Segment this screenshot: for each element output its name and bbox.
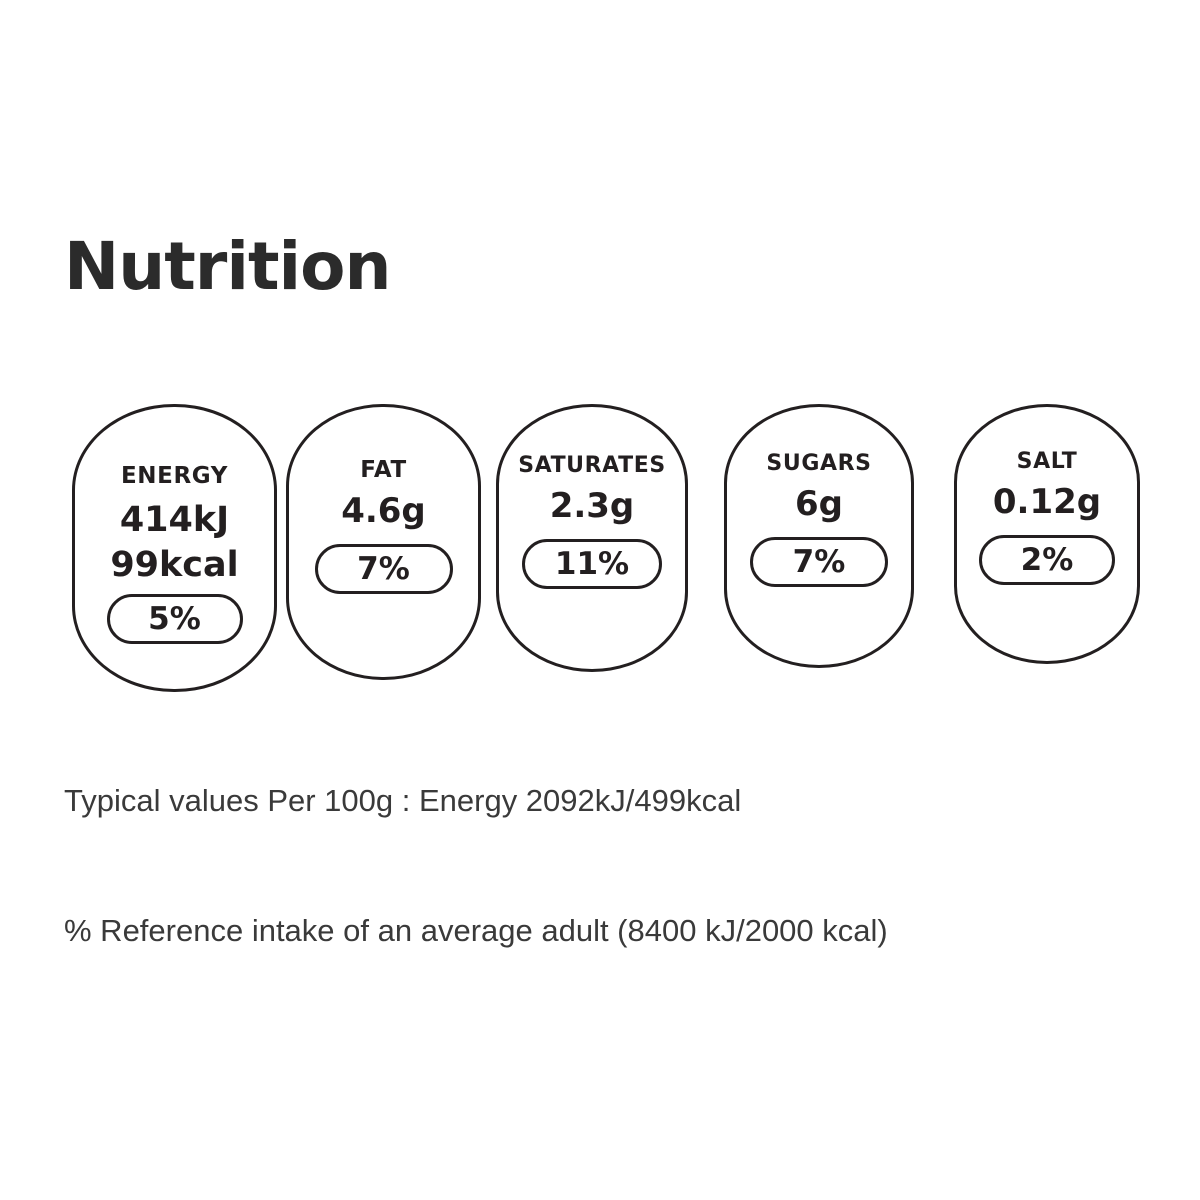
typical-values-note: Typical values Per 100g : Energy 2092kJ/499kcal xyxy=(64,783,742,818)
nutrition-panel-label: ENERGY xyxy=(120,463,228,489)
nutrition-panel-energy xyxy=(72,404,277,692)
nutrition-panel-sugars xyxy=(724,404,914,668)
nutrition-panel-label: SALT xyxy=(1016,449,1078,474)
nutrition-panel-percent: 7% xyxy=(315,544,453,594)
nutrition-panel-value: 4.6g xyxy=(341,491,426,531)
page-title: Nutrition xyxy=(64,228,391,305)
nutrition-panel-percent: 7% xyxy=(750,537,888,587)
nutrition-panel-saturates xyxy=(496,404,688,672)
nutrition-panel-value: 6g xyxy=(795,484,843,524)
nutrition-panel-value-kcal: 99kcal xyxy=(110,544,239,585)
nutrition-panel-value: 0.12g xyxy=(992,482,1102,522)
reference-intake-note: % Reference intake of an average adult (8400 kJ/2000 kcal) xyxy=(64,913,888,948)
nutrition-traffic-light-row xyxy=(64,404,1128,694)
nutrition-panel-percent: 11% xyxy=(522,539,662,589)
nutrition-panel-label: SATURATES xyxy=(518,453,666,478)
nutrition-panel-value-kj: 414kJ xyxy=(119,500,230,540)
nutrition-panel-value: 2.3g xyxy=(549,486,635,526)
nutrition-panel-fat xyxy=(286,404,481,680)
nutrition-panel-label: FAT xyxy=(360,457,407,483)
nutrition-panel-percent: 2% xyxy=(979,535,1115,585)
nutrition-panel-label: SUGARS xyxy=(766,451,872,476)
nutrition-panel-percent: 5% xyxy=(107,594,243,644)
nutrition-panel-salt xyxy=(954,404,1140,664)
